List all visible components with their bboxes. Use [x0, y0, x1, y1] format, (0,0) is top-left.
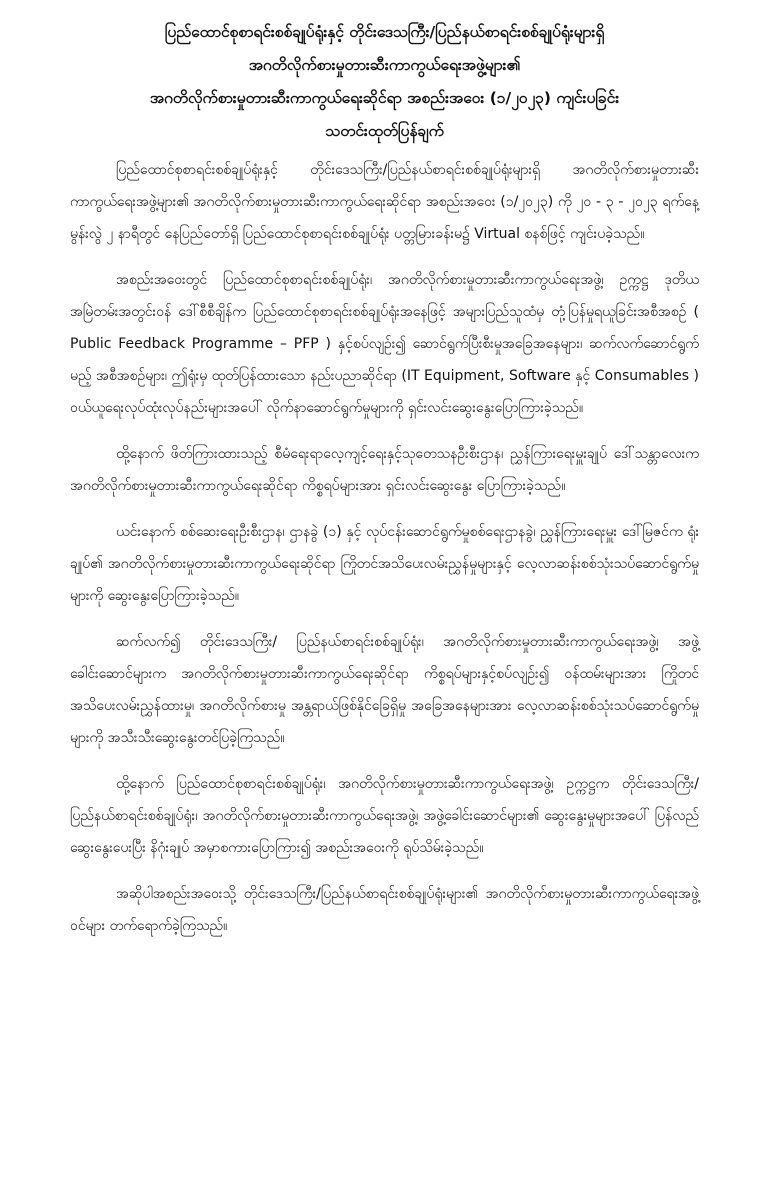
title-line-2: အဂတိလိုက်စားမှုတားဆီးကာကွယ်ရေးအဖွဲ့များ၏ [248, 56, 521, 74]
paragraph-attendees: အဆိုပါအစည်းအဝေးသို့ တိုင်းဒေသကြီး/ပြည်နယ်စာရင်းစစ်ချုပ်ရုံးများ၏ အဂတိလိုက်စားမှုတားဆီးကာကွယ်ရေးအဖွဲ့ဝင်များ တက်ရောက်ခဲ့ကြသည်။ [70, 886, 699, 934]
title-line-1: ပြည်ထောင်စုစာရင်းစစ်ချုပ်ရုံးနှင့် တိုင်းဒေသကြီး/ပြည်နယ်စာရင်းစစ်ချုပ်ရုံးများရှိ [164, 23, 605, 41]
document-title [62, 16, 707, 148]
paragraph-closing: ထို့နောက် ပြည်ထောင်စုစာရင်းစစ်ချုပ်ရုံး၊ အဂတိလိုက်စားမှုတားဆီးကာကွယ်ရေးအဖွဲ့၊ ဥက္ကဋ္ဌက တိုင်းဒေသကြီး/ပြည်နယ်စာရင်းစစ်ချုပ်ရုံး၊ အဂတိလိုက်စားမှုတားဆီးကာကွယ်ရေးအဖွဲ့၊ အဖွဲ့ခေါင်းဆောင်များ၏ ဆွေးနွေးမှုများအပေါ် ပြန်လည်ဆွေးနွေးပေးပြီး နိဂုံးချုပ် အမှာစကားပြောကြား၍ အစည်းအဝေးကို ရုပ်သိမ်းခဲ့သည်။ [70, 776, 699, 856]
paragraph-director: ယင်းနောက် စစ်ဆေးရေးဦးစီးဌာန၊ ဌာနခွဲ (၁) နှင့် လုပ်ငန်းဆောင်ရွက်မှုစစ်ရေးဌာနခွဲ၊ ညွှန်ကြားရေးမှူး ဒေါ်မြဇင်က ရုံးချုပ်၏ အဂတိလိုက်စားမှုတားဆီးကာကွယ်ရေးဆိုင်ရာ ကြိုတင်အသိပေးလမ်းညွှန်မှုများနှင့် လေ့လာဆန်းစစ်သုံးသပ်ဆောင်ရွက်မှုများကို ဆွေးနွေးပြောကြားခဲ့သည်။ [70, 524, 699, 604]
paragraph-director-general: ထို့နောက် ဖိတ်ကြားထားသည့် စီမံရေးရာလေ့ကျင့်ရေးနှင့်သုတေသနဦးစီးဌာန၊ ညွှန်ကြားရေးမှူးချုပ် ဒေါ်သန္တာလေးက အဂတိလိုက်စားမှုတားဆီးကာကွယ်ရေးဆိုင်ရာ ကိစ္စရပ်များအား ရှင်းလင်းဆွေးနွေး ပြောကြားခဲ့သည်။ [70, 446, 699, 494]
title-line-3: အဂတိလိုက်စားမှုတားဆီးကာကွယ်ရေးဆိုင်ရာ အစည်းအဝေး (၁/၂၀၂၃) ကျင်းပခြင်း [149, 89, 620, 107]
paragraph-team-leaders: ဆက်လက်၍ တိုင်းဒေသကြီး/ ပြည်နယ်စာရင်းစစ်ချုပ်ရုံး၊ အဂတိလိုက်စားမှုတားဆီးကာကွယ်ရေးအဖွဲ့၊ အဖွဲ့ခေါင်းဆောင်များက အဂတိလိုက်စားမှုတားဆီးကာကွယ်ရေးဆိုင်ရာ ကိစ္စရပ်များနှင့်စပ်လျဉ်း၍ ဝန်ထမ်းများအား ကြိုတင်အသိပေးလမ်းညွှန်ထားမှု၊ အဂတိလိုက်စားမှု အန္တရာယ်ဖြစ်နိုင်ခြေရှိမှု အခြေအနေများအား လေ့လာဆန်းစစ်သုံးသပ်ဆောင်ရွက်မှုများကို အသီးသီးဆွေးနွေးတင်ပြခဲ့ကြသည်။ [70, 634, 699, 746]
title-line-4: သတင်းထုတ်ပြန်ချက် [325, 122, 444, 140]
paragraph-meeting-intro: ပြည်ထောင်စုစာရင်းစစ်ချုပ်ရုံးနှင့် တိုင်းဒေသကြီး/ပြည်နယ်စာရင်းစစ်ချုပ်ရုံးများရှိ အဂတိလိုက်စားမှုတားဆီးကာကွယ်ရေးအဖွဲ့များ၏ အဂတိလိုက်စားမှုတားဆီးကာကွယ်ရေးဆိုင်ရာ အစည်းအဝေး (၁/၂၀၂၃) ကို ၂၀ - ၃ - ၂၀၂၃ ရက်နေ့ မွန်းလွဲ ၂ နာရီတွင် နေပြည်တော်ရှိ ပြည်ထောင်စုစာရင်းစစ်ချုပ်ရုံး ပတ္တမြားခန်းမ၌ Virtual စနစ်ဖြင့် ကျင်းပခဲ့သည်။ [70, 162, 700, 242]
paragraph-chair-remarks: အစည်းအဝေးတွင် ပြည်ထောင်စုစာရင်းစစ်ချုပ်ရုံး၊ အဂတိလိုက်စားမှုတားဆီးကာကွယ်ရေးအဖွဲ့၊ ဥက္ကဋ္ဌ ဒုတိယအမြဲတမ်းအတွင်းဝန် ဒေါ်စီစီချိန်က ပြည်ထောင်စုစာရင်းစစ်ချုပ်ရုံးအနေဖြင့် အများပြည်သူထံမှ တုံ့ပြန်မှုရယူခြင်းအစီအစဉ် ( Public Feedback Programme – PFP ) နှင့်စပ်လျဉ်း၍ ဆောင်ရွက်ပြီးစီးမှုအခြေအနေများ၊ ဆက်လက်ဆောင်ရွက်မည့် အစီအစဉ်များ၊ ဤရုံးမှ ထုတ်ပြန်ထားသော နည်းပညာဆိုင်ရာ (IT Equipment, Software နှင့် Consumables ) ဝယ်ယူရေးလုပ်ထုံးလုပ်နည်းများအပေါ် လိုက်နာဆောင်ရွက်မှုများကို ရှင်းလင်းဆွေးနွေးပြောကြားခဲ့သည်။ [70, 272, 699, 416]
